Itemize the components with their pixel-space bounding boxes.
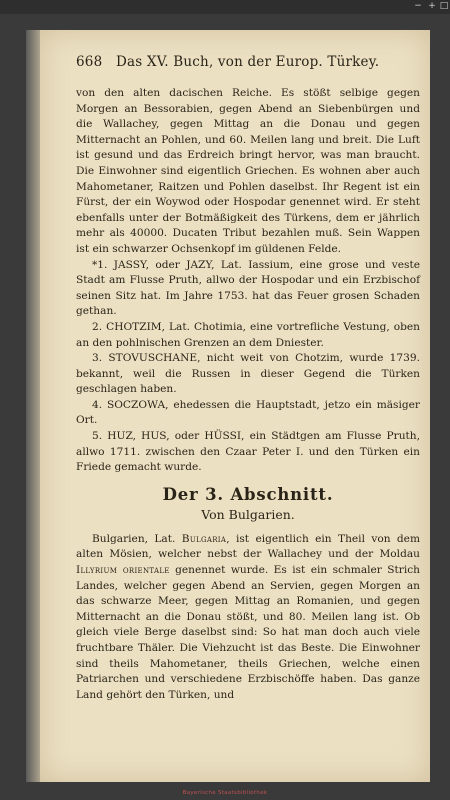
- fullscreen-icon[interactable]: □: [439, 1, 449, 11]
- list-item: 5. HUZ, HUS, oder HÜSSI, ein Städtgen am Flusse Pruth, allwo 1711. zwischen den Czaar Peter I. und den Türken ein Friede gemacht wurde.: [76, 430, 420, 474]
- page-number: 668: [76, 54, 103, 70]
- list-item: *1. JASSY, oder JAZY, Lat. Iassium, eine grose und veste Stadt am Flusse Pruth, allwo der Hospodar und ein Erzbischof seinen Sitz hat. Im Jahre 1753. hat das Feuer grosen Schaden gethan.: [76, 258, 420, 318]
- bulgaria-latin-name: Bulgaria: [181, 532, 227, 545]
- section-subtitle: Von Bulgarien.: [201, 506, 295, 522]
- list-item: 3. STOVUSCHANE, nicht weit von Chotzim, wurde 1739. bekannt, weil die Russen in dieser Gegend die Türken geschlagen haben.: [76, 352, 420, 396]
- bulgaria-rest: genennet wurde. Es ist ein schmaler Strich Landes, welcher gegen Abend an Servien, gegen Morgen an das schwarze Meer, gegen Mittag an Romanien, und gegen Mitternacht an die Donau stößt, und 80. Meilen lang ist. Ob gleich viele Berge daselbst sind: So hat man doch auch viele fruchtbare Thäler. Die Viehzucht ist das Beste. Die Einwohner sind theils Mahometaner, theils Griechen, welche einen Patriarchen und verschiedene Erzbischöffe haben. Das ganze Land gehört den Türken, und: [76, 564, 420, 701]
- running-title: Das XV. Buch, von der Europ. Türkey.: [116, 54, 380, 70]
- page-body: [76, 86, 420, 703]
- page-header: [76, 50, 416, 74]
- list-item: 2. CHOTZIM, Lat. Chotimia, eine vortrefliche Vestung, oben an den pohlnischen Grenzen an dem Dniester.: [76, 320, 420, 349]
- zoom-out-icon[interactable]: −: [414, 1, 422, 11]
- library-footer: Bayerische Staatsbibliothek: [182, 790, 268, 796]
- list-item: 4. SOCZOWA, ehedessen die Hauptstadt, jetzo ein mäsiger Ort.: [76, 398, 420, 427]
- illyrium-latin-name: Illyrium orientale: [76, 564, 170, 577]
- intro-paragraph: von den alten dacischen Reiche. Es stößt selbige gegen Morgen an Bessorabien, gegen Abend an Siebenbürgen und die Wallachey, gegen Mittag an die Donau und gegen Mitternacht an Pohlen, und 60. Meilen lang und breit. Die Luft ist gesund und das Erdreich bringt hervor, was man braucht. Die Einwohner sind eigentlich Griechen. Es wohnen aber auch Mahometaner, Raitzen und Pohlen daselbst. Ihr Regent ist ein Fürst, der ein Woywod oder Hospodar genennet wird. Er steht ebenfalls unter der Botmäßigkeit des Türkens, dem er jährlich mehr als 40000. Ducaten Tribut bezahlen muß. Sein Wappen ist ein schwarzer Ochsenkopf im güldenen Felde.: [76, 87, 420, 255]
- zoom-in-icon[interactable]: +: [428, 1, 436, 11]
- viewer-toolbar: [0, 0, 450, 14]
- bulgaria-lead: Bulgarien, Lat.: [92, 532, 182, 545]
- bulgaria-mid: , ist eigentlich ein Theil von dem alten Mösien, welcher nebst der Wallachey und der Moldau: [76, 532, 420, 561]
- section-title: Der 3. Abschnitt.: [162, 484, 334, 504]
- bulgaria-paragraph: [76, 532, 420, 704]
- book-page: [40, 30, 430, 782]
